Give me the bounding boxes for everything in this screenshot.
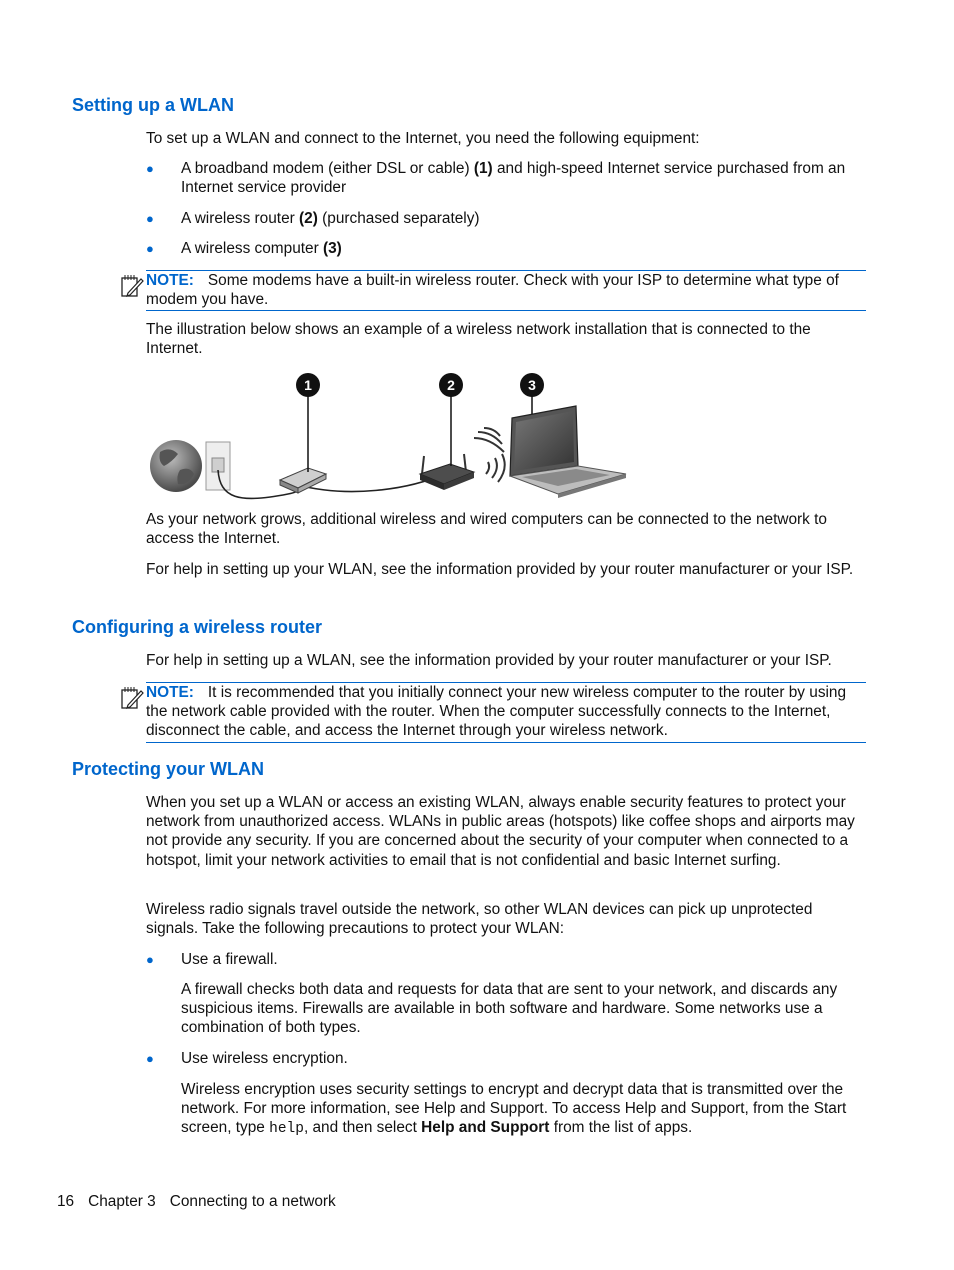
heading-protecting-wlan: Protecting your WLAN	[72, 759, 264, 779]
inline-code: help	[269, 1121, 304, 1138]
list-item	[146, 239, 868, 259]
page-number: 16	[57, 1193, 75, 1210]
note-box	[146, 682, 866, 743]
list-item	[146, 209, 868, 229]
paragraph-protect-intro: When you set up a WLAN or access an existing WLAN, always enable security features to protect your network from unauthorized access. WLANs in public areas (hotspots) like coffee shops and airports may not provide any security. If you are concerned about the security of your computer when connected to a hotspot, limit your network activities to email that is not confidential and basic Internet surfing.	[146, 794, 855, 869]
note-label: NOTE:	[146, 272, 194, 289]
bullet-text: (purchased separately)	[317, 210, 480, 227]
firewall-detail: A firewall checks both data and requests for data that are sent to your network, and discards any suspicious items. Firewalls are available in both software and hardware. Some networks use a combination of both types.	[181, 981, 838, 1037]
illustration-intro: The illustration below shows an example of a wireless network installation that is connected to the Internet.	[146, 321, 811, 358]
svg-text:2: 2	[447, 377, 455, 393]
note-label: NOTE:	[146, 684, 194, 701]
callout-2	[439, 373, 463, 397]
note-text: It is recommended that you initially connect your new wireless computer to the router by using the network cable provided with the router. When the computer successfully connects to the Internet, disconnect the cable, and access the Internet through your wireless network.	[146, 684, 847, 740]
setup-intro: To set up a WLAN and connect to the Internet, you need the following equipment:	[146, 130, 700, 147]
note-pencil-icon	[120, 686, 144, 710]
wall-jack-icon	[206, 442, 230, 490]
wifi-signal-icon	[474, 428, 504, 452]
note-text: Some modems have a built-in wireless router. Check with your ISP to determine what type of modem you have.	[146, 272, 839, 309]
note-box	[146, 270, 866, 311]
list-item	[146, 1049, 868, 1069]
router-icon	[420, 454, 474, 490]
encryption-detail	[181, 1080, 871, 1140]
bullet-text: and high-speed Internet service purchased from an Internet service provider	[181, 160, 846, 197]
bullet-callout: (2)	[299, 210, 318, 227]
internet-globe-icon	[150, 440, 202, 492]
laptop-icon	[510, 406, 626, 498]
bullet-dot-icon: ●	[146, 1051, 154, 1066]
bullet-callout: (1)	[473, 160, 493, 177]
wireless-network-illustration	[148, 370, 628, 505]
page-footer	[57, 1192, 350, 1211]
bullet-text: Use wireless encryption.	[181, 1050, 348, 1067]
bullet-dot-icon: ●	[146, 211, 154, 226]
callout-3	[520, 373, 544, 397]
paragraph-radio-signals: Wireless radio signals travel outside the network, so other WLAN devices can pick up unprotected signals. Take the following precautions to protect your WLAN:	[146, 901, 813, 938]
footer-chapter: Chapter 3	[88, 1193, 156, 1210]
detail-text: from the list of apps.	[549, 1119, 693, 1137]
svg-text:3: 3	[528, 377, 536, 393]
note-pencil-icon	[120, 274, 144, 298]
paragraph-help-setup: For help in setting up your WLAN, see the information provided by your router manufacturer or your ISP.	[146, 561, 854, 578]
paragraph-configure-help: For help in setting up a WLAN, see the information provided by your router manufacturer or your ISP.	[146, 652, 832, 669]
bullet-text: A broadband modem (either DSL or cable)	[181, 160, 474, 177]
bullet-text: A wireless router	[181, 210, 300, 227]
bullet-dot-icon: ●	[146, 952, 154, 967]
detail-text: Wireless encryption uses security settings to encrypt and decrypt data that is transmitted over the network. For more information, see Help and Support. To access Help and Support, from the Start screen, type	[181, 1081, 847, 1137]
svg-text:1: 1	[304, 377, 312, 393]
heading-configuring-router: Configuring a wireless router	[72, 617, 323, 637]
list-item	[146, 159, 868, 199]
heading-setting-up-wlan: Setting up a WLAN	[72, 95, 234, 115]
bullet-text: Use a firewall.	[181, 951, 278, 968]
bullet-text: A wireless computer	[181, 240, 323, 257]
callout-1	[296, 373, 320, 397]
detail-text: , and then select	[303, 1119, 422, 1137]
footer-title: Connecting to a network	[169, 1193, 336, 1210]
bullet-callout: (3)	[323, 240, 342, 257]
bullet-dot-icon: ●	[146, 161, 154, 176]
bullet-dot-icon: ●	[146, 241, 154, 256]
detail-bold: Help and Support	[421, 1119, 550, 1137]
paragraph-network-grows: As your network grows, additional wireless and wired computers can be connected to the network to access the Internet.	[146, 511, 827, 548]
list-item	[146, 950, 868, 970]
wifi-signal-icon	[486, 454, 505, 482]
